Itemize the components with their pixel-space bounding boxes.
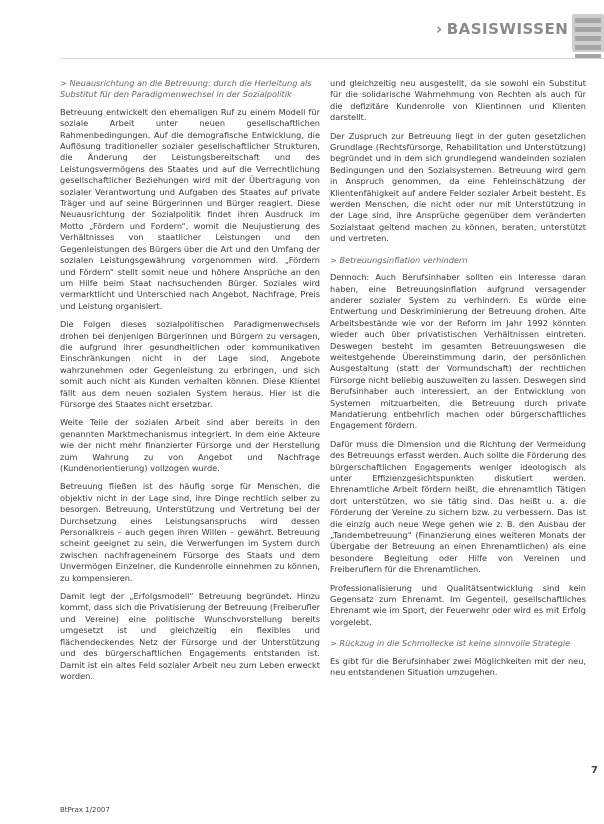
subheading: > Rückzug in die Schmollecke ist keine sinnvolle Strategie (330, 638, 571, 649)
paragraph: Damit legt der „Erfolgsmodell“ Betreuung begründet. Hinzu kommt, dass sich die Privatisierung der Betreuung (Freiberufler und Vereine) eine politische Wunschvorstellung bereits umgesetzt ist und gleichzeitig ein flexibles und flächendeckendes Netz der Fürsorge und der Unterstützung und des bürgerschaftlichen Engagements entstanden ist. Damit ist ein altes Feld sozialer Arbeit neu zum Leben erweckt worden. (60, 591, 320, 681)
arrow-icon: › (436, 20, 443, 38)
paragraph: Professionalisierung und Qualitätsentwicklung sind kein Gegensatz zum Ehrenamt. Im Gegenteil, gesellschaftliches Ehrenamt wie im Sport, der Feuerwehr oder wird es mit Erfolg vorgelebt. (330, 582, 586, 627)
header-divider (60, 58, 604, 59)
paragraph: Betreuung entwickelt den ehemaligen Ruf zu einem Modell für soziale Arbeit unter neuen gesellschaftlichen Rahmenbedingungen. Auf die demografische Entwicklung, die Auflösung traditioneller sozialer gesellschaftlicher Strukturen, die Änderung der Leistungsbereitschaft und des Leistungsvermögens des Staates und auf die Verrechtlichung gesellschaftlicher Beziehungen wird mit der Übertragung von sozialer Verantwortung und Aufgaben des Staates auf private Träger und auf seine Bürgerinnen und Bürger reagiert. Diese Neuausrichtung der Sozialpolitik findet ihren Ausdruck im Motto „Fördern und Fordern“, womit die Neujustierung des Verhältnisses von staatlicher Leistungen und den Gegenleistungen des Bürgers über die Art und den Umfang der sozialen Leistungsgewährung vorgenommen wird. „Fördern und Fördern“ stellt somit neue und höhere Ansprüche an den um Hilfe beim Staat nachsuchenden Bürger. Soziales wird vermarktlicht und Unterschied nach Angebot, Nachfrage, Preis und Leistung organisiert. (60, 106, 320, 311)
paragraph: Dafür muss die Dimension und die Richtung der Vermeidung des Betreuungs erfasst werden. Auch sollte die Förderung des bürgerschaftlichen Engagements weniger ideologisch als unter Effizienzgesichtspunkten diskutiert werden. Ehrenamtliche Arbeit fördern heißt, die ehrenamtlich Tätigen dort unterstützen, wo sie tätig sind. Das heißt u. a. die Förderung der Vereine zu sichern bzw. zu verbessern. Das ist die einzig auch neue Wege gehen wie z. B. den Ausbau der „Tandembetreuung“ (Finanzierung eines weiteren Monats der Übergabe der Betreuung an einen Ehrenamtlichen) als eine besondere Begleitung oder Hilfe von Vereinen und Freiberuflern für die Ehrenamtlichen. (330, 438, 586, 575)
left-column (60, 78, 320, 689)
paragraph: Es gibt für die Berufsinhaber zwei Möglichkeiten mit der neu, neu entstandenen Situation umzugehen. (330, 655, 586, 678)
issue-label: BtPrax 1/2007 (60, 806, 110, 814)
subheading: > Neuausrichtung an die Betreuung: durch die Herleitung als Substitut für den Paradigmenwechsel in der Sozialpolitik (60, 78, 312, 100)
paragraph: Der Zuspruch zur Betreuung liegt in der guten gesetzlichen Grundlage (Rechtsfürsorge, Rehabilitation und Unterstützung) begründet und in dem sich grundlegend wandelnden sozialen Bedingungen und den Sozialsystemen. Betreuung wird gern in Anspruch genommen, da eine Fehleinschätzung der Klientenfähigkeit auf andere Felder sozialer Arbeit besteht. Es werden Menschen, die nicht oder nur mit Unterstützung in der Lage sind, ihre Ansprüche gegenüber dem veränderten Sozialstaat geltend machen zu können, beraten, unterstützt und vertreten. (330, 130, 586, 244)
paragraph: Betreuung fließen ist des häufig sorge für Menschen, die objektiv nicht in der Lage sind, ihre Dinge rechtlich selber zu besorgen. Betreuung, Unterstützung und Vertretung bei der Durchsetzung eines Leistungsanspruchs wird dessen Personalkreis – auch gegen ihren Willen – gewährt. Betreuung scheint geeignet zu sein, die Verwerfungen im System durch zwischen nachfrageneinem Fürsorge des Staats und dem Unvermögen Einzelner, die Kundenrolle einnehmen zu können, zu kompensieren. (60, 481, 320, 583)
section-title (436, 20, 568, 38)
paragraph: Die Folgen dieses sozialpolitischen Paradigmenwechsels drohen bei denjenigen Bürgerinnen und Bürgern zu versagen, die aufgrund ihrer gesundheitlichen oder kommunikativen Einschränkungen nicht in der Lage sind, Angebote wahrzunehmen oder Gegenleistung zu erbringen, und sich somit auch nicht als Kunden verhalten können. Diese Klientel fällt aus dem neuen sozialen System heraus. Hier ist die Fürsorge des Staates nicht ersetzbar. (60, 319, 320, 409)
paragraph: Weite Teile der sozialen Arbeit sind aber bereits in den genannten Marktmechanismus integriert. In dem eine Akteure wie der nicht mehr finanzierter Fürsorge und der Herstellung zum Wahrung zu von Angebot und Nachfrage (Kundenorientierung) vollzogen wurde. (60, 417, 320, 473)
page-header (430, 14, 604, 54)
paragraph: Dennoch: Auch Berufsinhaber sollten ein Interesse daran haben, eine Betreuungsinflation aufgrund versagender anderer sozialer System zu verhindern. Es würde eine Entwertung und Deskriminierung der Betreuung drohen. Alte Arbeitsbestände wie vor der Reform im Jahr 1992 könnten wieder auch über privatistischen Verhältnissen eintreten. Deswegen besteht im gesamten Betreuungswesen die weitestgehende Übereinstimmung darin, der persönlichen Ausgestaltung (statt der Vormundschaft) der rechtlichen Fürsorge nicht beliebig auszuweiten zu lassen. Deswegen sind Berufsinhaber auch interessiert, an der Entwicklung von Systemen mitzuarbeiten, die Betreuung durch private Mandatierung entbehrlich machen oder bürgerschaftliches Engagement fördern. (330, 272, 586, 431)
right-column (330, 78, 586, 686)
paragraph: und gleichzeitig neu ausgestellt, da sie sowohl ein Substitut für die solidarische Wahrnehmung von Rechten als auch für die defizitäre Kundenrolle von Klientinnen und Klienten darstellt. (330, 78, 586, 123)
tm-logo-icon (572, 14, 604, 52)
page-number: 7 (591, 765, 598, 776)
section-title-text: BASISWISSEN (446, 20, 569, 38)
subheading: > Betreuungsinflation verhindern (330, 254, 468, 265)
